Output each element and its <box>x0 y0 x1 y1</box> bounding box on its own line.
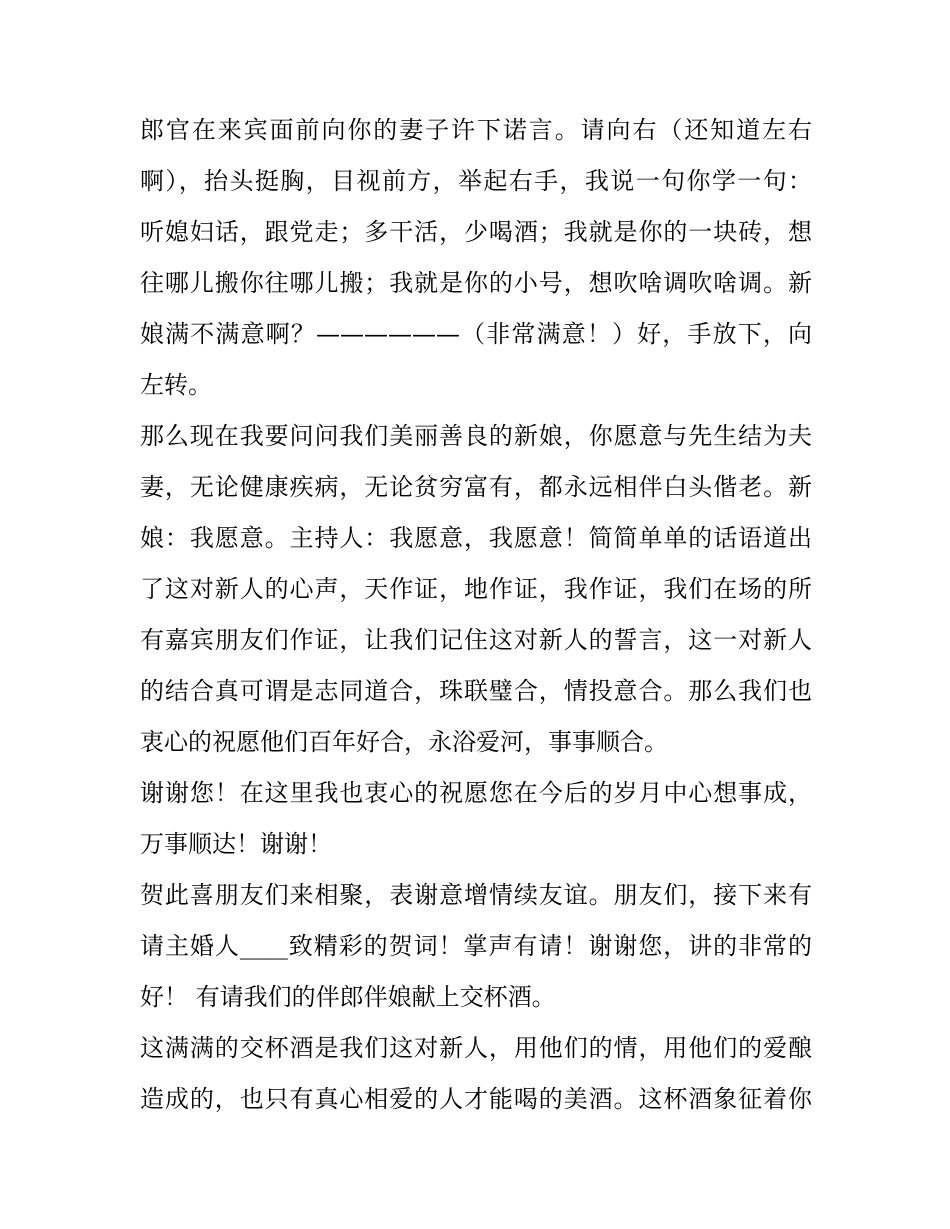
text-line: 有嘉宾朋友们作证，让我们记住这对新人的誓言，这一对新人 <box>140 626 812 654</box>
text-line: 往哪儿搬你往哪儿搬；我就是你的小号，想吹啥调吹啥调。新 <box>140 269 812 297</box>
text-line: 的结合真可谓是志同道合，珠联璧合，情投意合。那么我们也 <box>140 677 812 705</box>
text-line: 了这对新人的心声，天作证，地作证，我作证，我们在场的所 <box>140 575 812 603</box>
text-line: 造成的，也只有真心相爱的人才能喝的美酒。这杯酒象征着你 <box>140 1085 812 1113</box>
text-line: 衷心的祝愿他们百年好合，永浴爱河，事事顺合。 <box>140 728 668 756</box>
text-line: 左转。 <box>140 371 212 399</box>
text-line: 妻，无论健康疾病，无论贫穷富有，都永远相伴白头偕老。新 <box>140 473 812 501</box>
text-line: 娘满不满意啊？——————（非常满意！）好，手放下，向 <box>140 320 812 348</box>
text-line: 那么现在我要问问我们美丽善良的新娘，你愿意与先生结为夫 <box>140 422 812 450</box>
text-line: 谢谢您！在这里我也衷心的祝愿您在今后的岁月中心想事成， <box>140 779 812 807</box>
text-line: 娘：我愿意。主持人：我愿意，我愿意！简简单单的话语道出 <box>140 524 812 552</box>
text-line: 啊），抬头挺胸，目视前方，举起右手，我说一句你学一句： <box>140 167 812 195</box>
text-line: 好！ 有请我们的伴郎伴娘献上交杯酒。 <box>140 983 556 1011</box>
text-line: 万事顺达！谢谢！ <box>140 830 332 858</box>
text-line: 请主婚人____致精彩的贺词！掌声有请！谢谢您，讲的非常的 <box>140 932 812 960</box>
document-body <box>140 105 812 1125</box>
text-line: 郎官在来宾面前向你的妻子许下诺言。请向右（还知道左右 <box>140 116 812 144</box>
text-line: 这满满的交杯酒是我们这对新人，用他们的情，用他们的爱酿 <box>140 1034 812 1062</box>
text-line: 贺此喜朋友们来相聚，表谢意增情续友谊。朋友们，接下来有 <box>140 881 812 909</box>
text-line: 听媳妇话，跟党走；多干活，少喝酒；我就是你的一块砖，想 <box>140 218 812 246</box>
